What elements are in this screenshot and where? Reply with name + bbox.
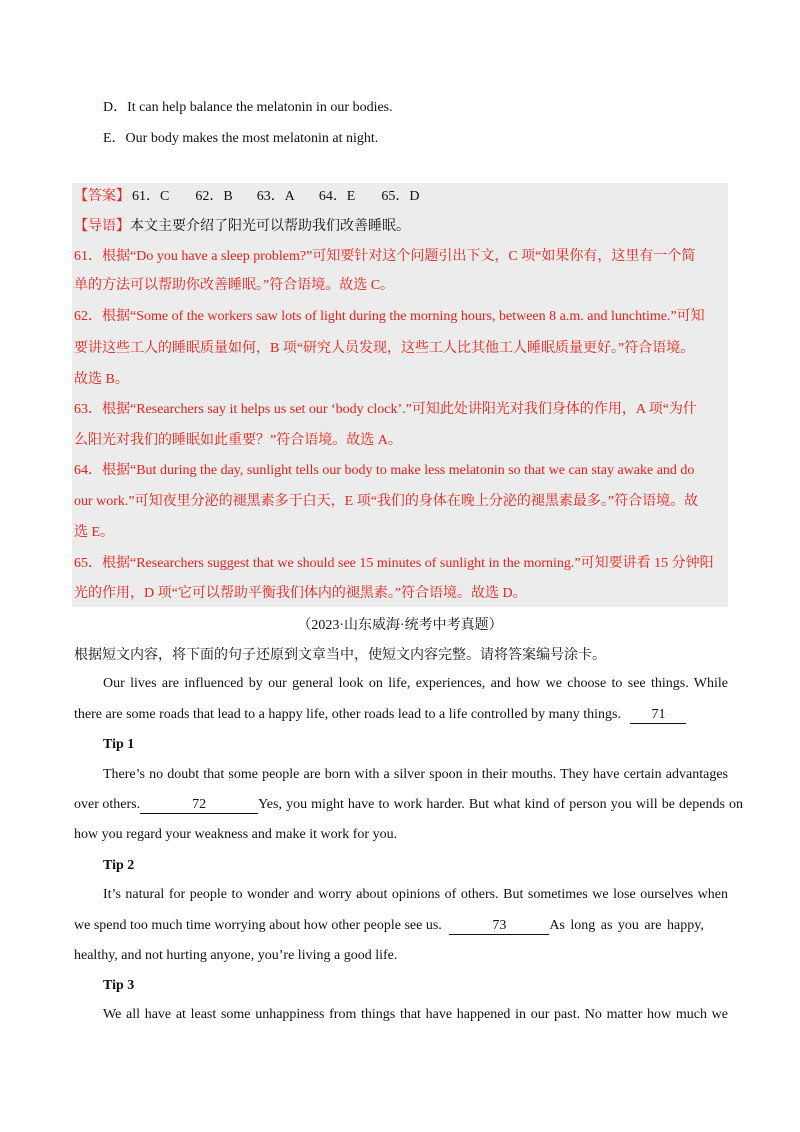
answer-label: 【答案】 <box>74 189 130 204</box>
passage-line: healthy, and not hurting anyone, you’re living a good life. <box>74 948 398 963</box>
explanation-line: 64．根据“But during the day, sunlight tells our body to make less melatonin so that we can stay awake and do <box>74 463 695 478</box>
option-e: E．Our body makes the most melatonin at night. <box>103 131 379 146</box>
passage-line <box>74 706 686 724</box>
passage-text: there are some roads that lead to a happy life, other roads lead to a life controlled by many things. <box>74 707 621 722</box>
blank-72: 72 <box>140 797 258 814</box>
tip-heading: Tip 3 <box>103 978 135 993</box>
explanation-line: 光的作用，D 项“它可以帮助平衡我们体内的褪黑素。”符合语境。故选 D。 <box>74 586 527 601</box>
guide-line <box>74 218 410 236</box>
answer-65: 65．D <box>381 189 420 204</box>
passage-text: over others. <box>74 797 141 812</box>
passage-line: There’s no doubt that some people are born with a silver spoon in their mouths. They have certain advantages <box>103 767 728 782</box>
explanation-line: 62．根据“Some of the workers saw lots of light during the morning hours, between 8 a.m. and lunchtime.”可知 <box>74 309 705 324</box>
explanation-line: 选 E。 <box>74 525 115 540</box>
passage-line: It’s natural for people to wonder and worry about opinions of others. But sometimes we lose ourselves when <box>103 887 728 902</box>
tip-heading: Tip 2 <box>103 858 135 873</box>
explanation-line: 65．根据“Researchers suggest that we should see 15 minutes of sunlight in the morning.”可知要讲看 15 分钟阳 <box>74 556 714 571</box>
answer-64: 64．E <box>318 189 356 204</box>
answer-62: 62．B <box>195 189 233 204</box>
answer-key-line <box>74 188 420 206</box>
explanation-line: 要讲这些工人的睡眠质量如何，B 项“研究人员发现，这些工人比其他工人睡眠质量更好。”符合语境。 <box>74 341 695 356</box>
explanation-line: 故选 B。 <box>74 372 129 387</box>
explanation-line: 63．根据“Researchers say it helps us set our ‘body clock’.”可知此处讲阳光对我们身体的作用，A 项“为什 <box>74 402 697 417</box>
passage-text: As long as you are happy, <box>549 918 704 933</box>
passage-line: Our lives are influenced by our general look on life, experiences, and how we choose to see things. While <box>103 676 728 691</box>
blank-71: 71 <box>630 707 686 724</box>
answer-63: 63．A <box>256 189 295 204</box>
explanation-line: 么阳光对我们的睡眠如此重要？”符合语境。故选 A。 <box>74 433 402 448</box>
passage-line <box>74 796 743 814</box>
blank-73: 73 <box>449 918 549 935</box>
explanation-line: 61．根据“Do you have a sleep problem?”可知要针对这个问题引出下文，C 项“如果你有，这里有一个简 <box>74 249 696 264</box>
option-d: D．It can help balance the melatonin in our bodies. <box>103 100 393 115</box>
guide-text: 本文主要介绍了阳光可以帮助我们改善睡眠。 <box>130 219 410 234</box>
tip-heading: Tip 1 <box>103 737 135 752</box>
guide-label: 【导语】 <box>74 219 130 234</box>
question-source: （2023·山东威海·统考中考真题） <box>297 618 503 633</box>
explanation-line: 单的方法可以帮助你改善睡眠。”符合语境。故选 C。 <box>74 278 395 293</box>
passage-text: we spend too much time worrying about how other people see us. <box>74 918 442 933</box>
explanation-line: our work.”可知夜里分泌的褪黑素多于白天，E 项“我们的身体在晚上分泌的褪黑素最多。”符合语境。故 <box>74 494 699 509</box>
instruction-text: 根据短文内容，将下面的句子还原到文章当中，使短文内容完整。请将答案编号涂卡。 <box>74 648 606 663</box>
answer-section <box>72 183 728 607</box>
passage-line: how you regard your weakness and make it work for you. <box>74 827 398 842</box>
answer-61: 61．C <box>132 189 170 204</box>
passage-text: Yes, you might have to work harder. But what kind of person you will be depends on <box>258 797 743 812</box>
passage-line: We all have at least some unhappiness from things that have happened in our past. No matter how much we <box>103 1007 728 1022</box>
passage-line <box>74 917 704 935</box>
